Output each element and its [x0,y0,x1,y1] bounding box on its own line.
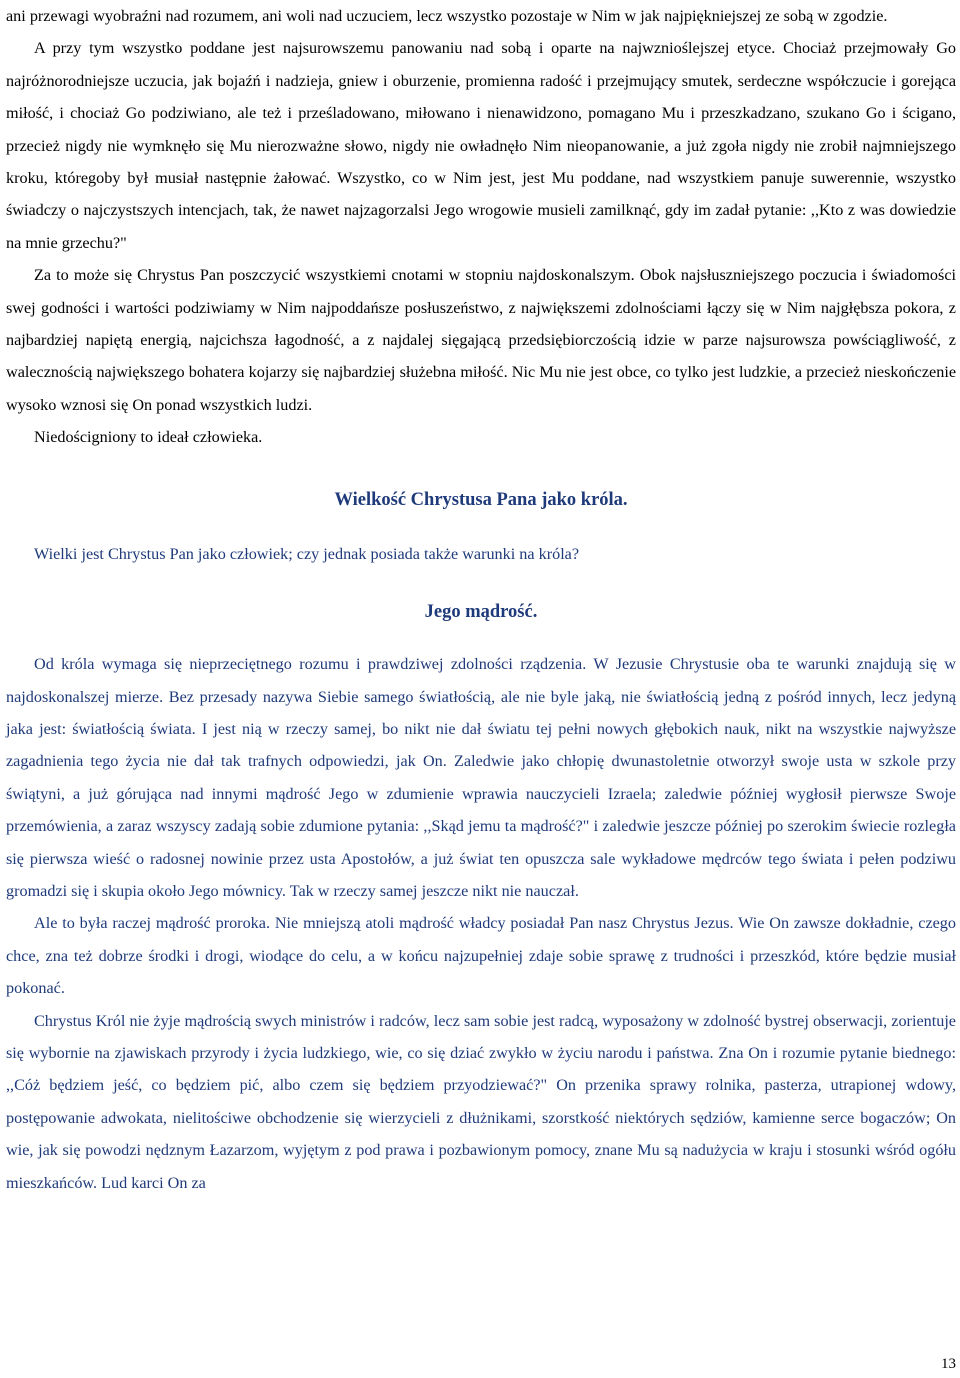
paragraph-wisdom: Od króla wymaga się nieprzeciętnego rozumu i prawdziwej zdolności rządzenia. W Jezusie Chrystusie oba te warunki znajdują się w najdoskonalszej mierze. Bez przesady nazywa Siebie samego światłością, ale nie byle jaką, nie światłością jedną z pośród innych, lecz jedyną jaka jest: światłością świata. I jest nią w rzeczy samej, bo nikt nie dał światu tej pełni nowych głębokich nauk, nikt na wszystkie najwyższe zagadnienia tego życia nie dał tak trafnych odpowiedzi, jak On. Zaledwie jako chłopię dwunastoletnie otworzył swoje usta w szkole przy świątyni, a już górująca nad innymi mądrość Jego w zdumienie wprawia nauczycieli Izraela; zaledwie później wygłosił pierwsze Swoje przemówienia, a zaraz wszyscy zadają sobie zdumione pytania: ,,Skąd jemu ta mądrość?" i zaledwie jeszcze później po szerokim świecie rozległa się pierwsza wieść o radosnej nowinie przez usta Apostołów, a już świat ten opuszcza sale wykładowe mędrców tego świata i pełen podziwu gromadzi się i skupia około Jego mównicy. Tak w rzeczy samej jeszcze nikt nie nauczał. [6,655,956,900]
paragraph-ideal: Niedościgniony to ideał człowieka. [34,428,263,447]
spacer [6,570,956,596]
page-number: 13 [941,1356,956,1372]
spacer [6,454,956,484]
section-heading-wisdom: Jego mądrość. [424,602,538,623]
spacer [6,628,956,648]
spacer [6,516,956,538]
paragraph-prophet: Ale to była raczej mądrość proroka. Nie mniejszą atoli mądrość władcy posiadał Pan nasz Chrystus Jezus. Wie On zawsze dokładnie, czego chce, zna też dobrze środki i drogi, wiodące do celu, a w końcu najzupełniej zdaje sobie sprawę z trudności i przeszkód, które będzie musiał pokonać. [6,914,956,998]
paragraph-question: Wielki jest Chrystus Pan jako człowiek; czy jednak posiada także warunki na króla? [34,544,580,563]
paragraph-continuation: ani przewagi wyobraźni nad rozumem, ani woli nad uczuciem, lecz wszystko pozostaje w Nim w jak najpiękniejszej ze sobą w zgodzie. [6,7,888,25]
section-heading-king: Wielkość Chrystusa Pana jako króla. [334,489,628,510]
paragraph-king: Chrystus Król nie żyje mądrością swych ministrów i radców, lecz sam sobie jest radcą, wyposażony w zdolność bystrej obserwacji, zorientuje się wybornie na zjawiskach przyrody i życia ludzkiego, wie, co się dziać zwykło w życiu narodu i państwa. Zna On i rozumie pytanie biednego: ,,Cóż będziem jeść, co będziem pić, albo czem się będziem przyodziewać?" On przenika sprawy rolnika, pasterza, utrapionej wdowy, postępowanie adwokata, nielitościwe obchodzenie się wierzycieli z dłużnikami, szorstkość niektórych sędziów, kamienne serce bogaczów; On wie, jak się powodzi nędznym Łazarzom, wyjętym z pod prawa i pozbawionym pomocy, znane Mu są nadużycia w kraju i stosunki wśród ogółu mieszkańców. Lud karci On za [6,1011,956,1192]
paragraph-ethics: A przy tym wszystko poddane jest najsurowszemu panowaniu nad sobą i oparte na najwznioślejszej etyce. Chociaż przejmowały Go najróżnorodniejsze uczucia, jak bojaźń i nadzieja, gniew i oburzenie, promienna radość i przejmujący smutek, serdeczne współczucie i gorejąca miłość, i chociaż Go podziwiano, ale też i prześladowano, miłowano i nienawidzono, pomagano Mu i przeszkadzano, szukano Go i ścigano, przecież nigdy nie wymknęło się Mu nierozważne słowo, nigdy nie owładnęło Nim nieopanowanie, a już zgoła nigdy nie zrobił najmniejszego kroku, któregoby był musiał następnie żałować. Wszystko, co w Nim jest, jest Mu poddane, nad wszystkiem panuje suwerennie, wszystko świadczy o najczystszych intencjach, tak, że nawet najzagorzalsi Jego wrogowie musieli zamilknąć, gdy im zadał pytanie: ,,Kto z was dowiedzie na mnie grzechu?" [6,39,956,252]
paragraph-virtues: Za to może się Chrystus Pan poszczycić wszystkiemi cnotami w stopniu najdoskonalszym. Obok najsłuszniejszego poczucia i świadomości swej godności i wartości podziwiamy w Nim najpoddańsze posłuszeństwo, z największemi zdolnościami łączy się w Nim najgłębsza pokora, z najbardziej napiętą energią, najcichsza łagodność, a z najdalej sięgającą przedsiębiorczością idzie w parze najsurowsza powściągliwość, z walecznością największego bohatera kojarzy się najbardziej służebna miłość. Nic Mu nie jest obce, co tylko jest ludzkie, a przecież nieskończenie wysoko wznosi się On ponad wszystkich ludzi. [6,266,956,414]
page-content [6,0,956,1199]
